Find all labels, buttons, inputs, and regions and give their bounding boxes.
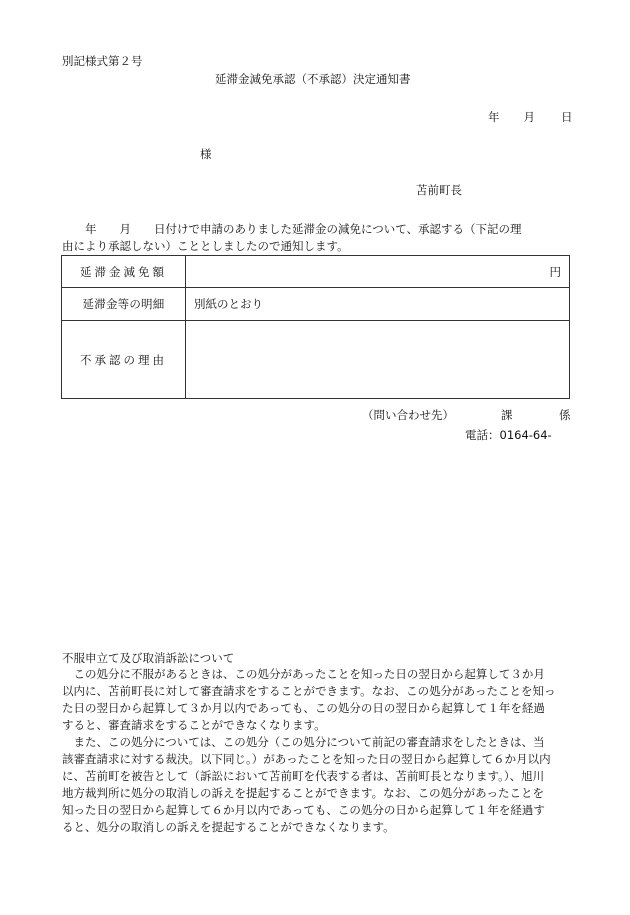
paragraph-line: すると、審査請求をすることができなくなります。 (62, 718, 326, 732)
table-row (62, 288, 570, 321)
row-label-rejection-reason: 不承認の理由 (62, 321, 186, 399)
date-year: 年 (488, 110, 500, 124)
paragraph-line: この処分に不服があるときは、この処分があったことを知った日の翌日から起算して３か月 (62, 667, 545, 681)
appeal-paragraph-2 (62, 734, 572, 836)
paragraph-line: た日の翌日から起算して３か月以内であっても、この処分の日の翌日から起算して１年を経過 (62, 701, 545, 715)
form-number: 別記様式第２号 (62, 54, 143, 68)
document-title: 延滞金減免承認（不承認）決定通知書 (215, 72, 411, 86)
appeal-heading: 不服申立て及び取消訴訟について (62, 651, 235, 665)
row-value-details: 別紙のとおり (186, 288, 570, 321)
date-month: 月 (523, 110, 535, 124)
table-row (62, 256, 570, 288)
contact-staff: 係 (559, 408, 571, 422)
decision-table (61, 255, 570, 399)
row-label-reduction-amount: 延滞金減免額 (62, 256, 186, 288)
paragraph-line: また、この処分については、この処分（この処分について前記の審査請求をしたときは、当 (62, 735, 545, 749)
addressee-suffix: 様 (200, 147, 212, 161)
table-row (62, 321, 570, 399)
paragraph-line: に、苫前町を被告として（訴訟において苫前町を代表する者は、苫前町長となります。）、旭川 (62, 769, 545, 783)
contact-section: 課 (501, 408, 513, 422)
row-label-details: 延滞金等の明細 (62, 288, 186, 321)
date-day: 日 (561, 110, 573, 124)
body-text-line-1: 年 月 日付けで申請のありました延滞金の減免について、承認する（下記の理 (62, 222, 522, 236)
paragraph-line: 以内に、苫前町長に対して審査請求をすることができます。なお、この処分があったことを知っ (62, 684, 556, 698)
paragraph-line: 地方裁判所に処分の取消しの訴えを提起することができます。なお、この処分があったことを (62, 786, 544, 800)
appeal-paragraph-1 (62, 666, 572, 734)
paragraph-line: ると、処分の取消しの訴えを提起することができなくなります。 (62, 820, 395, 834)
row-value-rejection-reason (186, 321, 570, 399)
row-value-reduction-amount: 円 (186, 256, 570, 288)
date-line (488, 109, 573, 125)
body-text-line-2: 由により承認しない）こととしましたので通知します。 (62, 239, 349, 253)
paragraph-line: 該審査請求に対する裁決。以下同じ。）があったことを知った日の翌日から起算して６か月以内 (62, 752, 551, 766)
sender-name: 苫前町長 (416, 183, 462, 197)
contact-label: （問い合わせ先） (362, 408, 454, 422)
contact-phone: 電話：0164-64- (465, 428, 552, 442)
paragraph-line: 知った日の翌日から起算して６か月以内であっても、この処分の日から起算して１年を経過す (62, 803, 545, 817)
